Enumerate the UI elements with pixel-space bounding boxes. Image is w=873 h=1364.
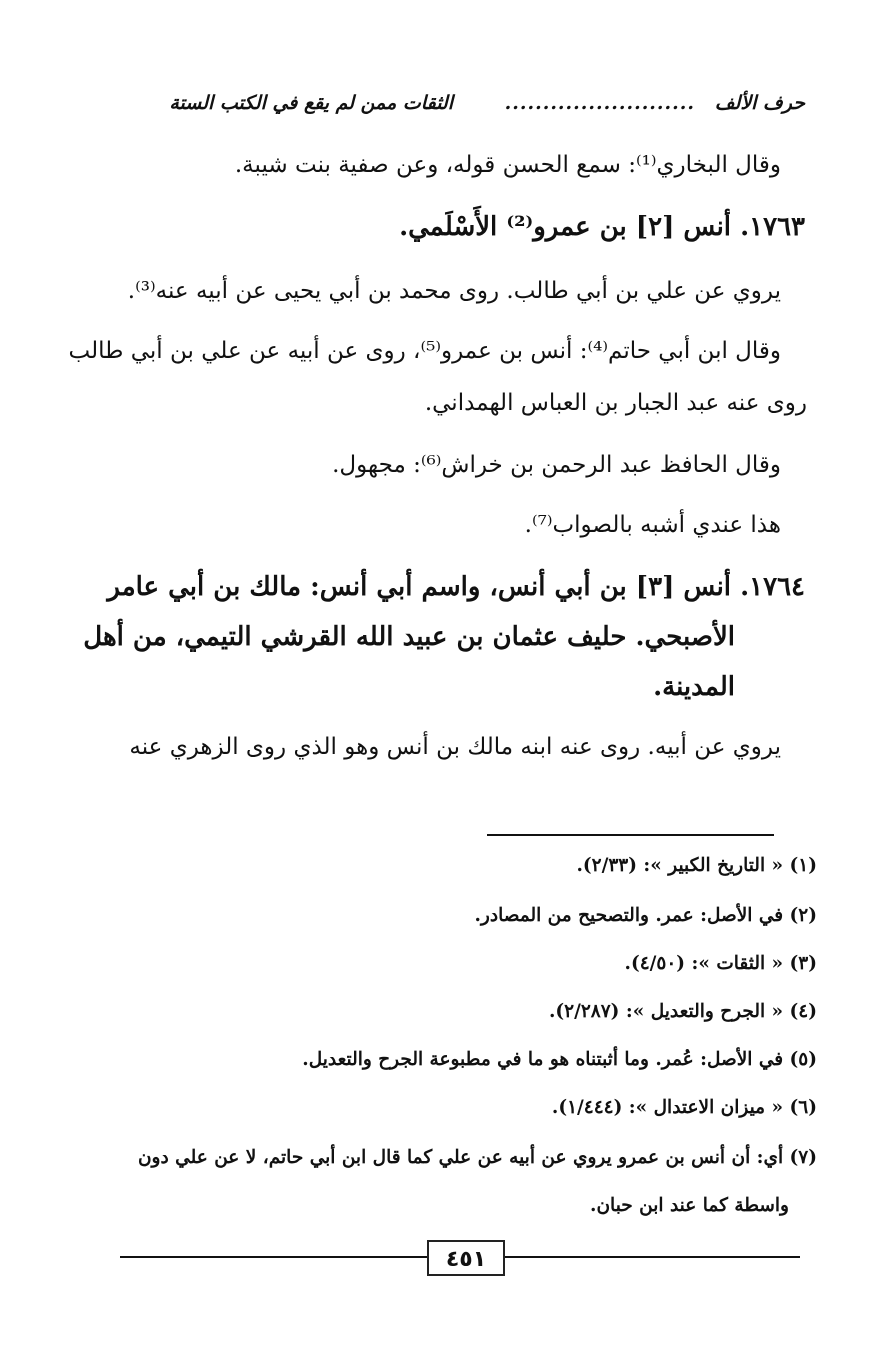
footnote-separator (487, 834, 774, 836)
paragraph: هذا عندي أشبه بالصواب⁽⁷⁾. (524, 512, 781, 538)
paragraph: وقال الحافظ عبد الرحمن بن خراش⁽⁶⁾: مجهول. (332, 452, 781, 478)
footnote: (٤) « الجرح والتعديل »: (٢/٢٨٧). (548, 1001, 817, 1022)
header-chapter: حرف الألف (714, 92, 805, 114)
footnote: (٢) في الأصل: عمر. والتصحيح من المصادر. (474, 905, 817, 926)
header-book-title: الثقات ممن لم يقع في الكتب الستة (169, 92, 453, 114)
paragraph: وقال البخاري⁽¹⁾: سمع الحسن قوله، وعن صفية بنت شيبة. (234, 152, 781, 178)
footnote-continued: واسطة كما عند ابن حبان. (590, 1195, 789, 1216)
entry-heading-1763: ١٧٦٣. أنس [٢] بن عمرو⁽²⁾ الأَسْلَمي. (399, 212, 805, 242)
footnote: (٣) « الثقات »: (٤/٥٠). (624, 953, 817, 974)
entry-heading-continued: المدينة. (653, 672, 735, 702)
footnote: (٧) أي: أن أنس بن عمرو يروي عن أبيه عن علي كما قال ابن أبي حاتم، لا عن علي دون (137, 1147, 817, 1168)
header-dots: ......................... (504, 92, 695, 114)
footnote: (٥) في الأصل: عُمر. وما أثبتناه هو ما في مطبوعة الجرح والتعديل. (302, 1049, 817, 1070)
footnote: (١) « التاريخ الكبير »: (٢/٣٣). (576, 855, 817, 876)
paragraph: يروي عن أبيه. روى عنه ابنه مالك بن أنس وهو الذي روى الزهري عنه (129, 734, 781, 760)
footnote: (٦) « ميزان الاعتدال »: (١/٤٤٤). (551, 1097, 817, 1118)
entry-heading-continued: الأصبحي. حليف عثمان بن عبيد الله القرشي التيمي، من أهل (83, 622, 735, 652)
paragraph: يروي عن علي بن أبي طالب. روى محمد بن أبي يحيى عن أبيه عنه⁽³⁾. (127, 278, 781, 304)
entry-heading-1764: ١٧٦٤. أنس [٣] بن أبي أنس، واسم أبي أنس: مالك بن أبي عامر (107, 572, 805, 602)
page-number: ٤٥١ (427, 1240, 505, 1276)
paragraph: وقال ابن أبي حاتم⁽⁴⁾: أنس بن عمرو⁽⁵⁾، روى عن أبيه عن علي بن أبي طالب (68, 338, 781, 364)
paragraph-continued: روى عنه عبد الجبار بن العباس الهمداني. (424, 390, 807, 416)
